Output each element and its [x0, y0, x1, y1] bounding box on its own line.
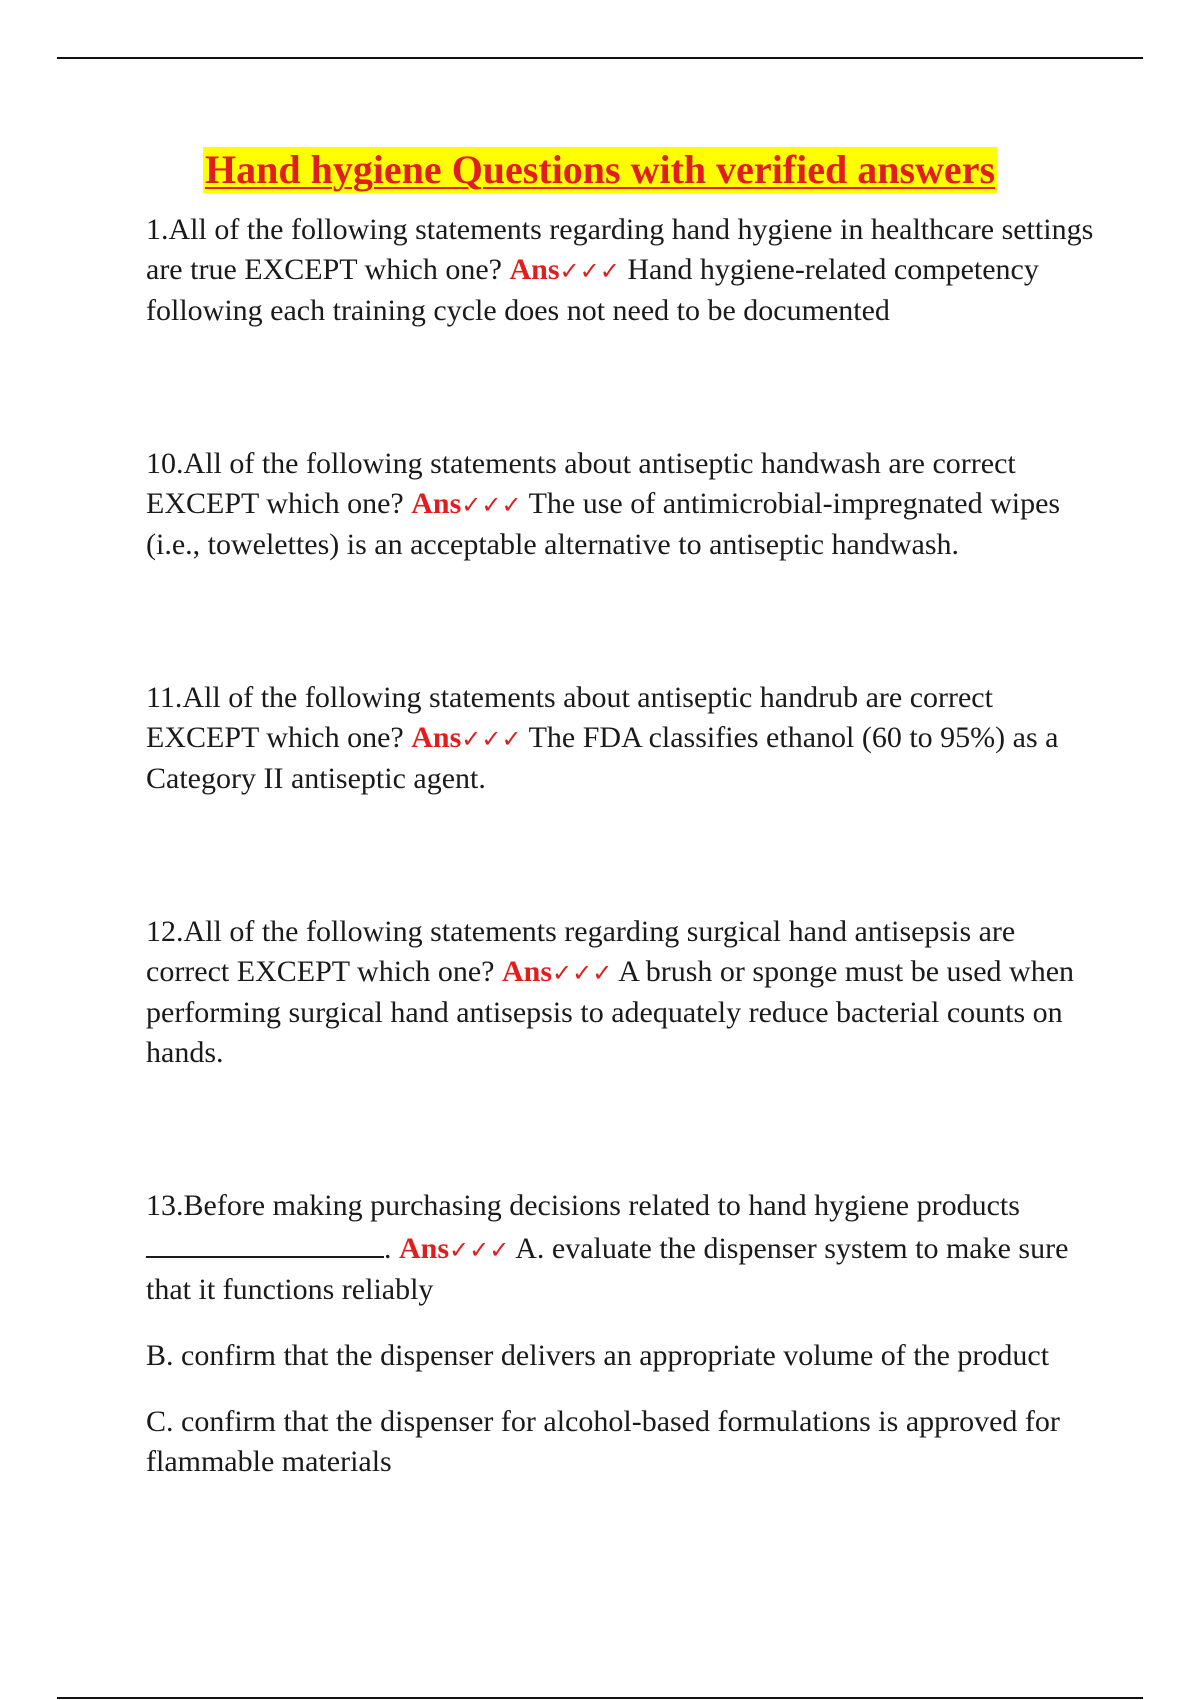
question-item [146, 678, 1096, 799]
checkmark-icon: ✓✓✓ [552, 959, 613, 987]
checkmark-icon: ✓✓✓ [559, 257, 620, 285]
question-list [146, 210, 1096, 1482]
answer-text: The use of antimicrobial-impregnated wipes (i.e., towelettes) is an acceptable alternative to antiseptic handwash. [146, 487, 1061, 561]
question-item [146, 912, 1096, 1073]
answer-option: B. confirm that the dispenser delivers an appropriate volume of the product [146, 1339, 1050, 1372]
answer-text: Hand hygiene-related competency following each training cycle does not need to be documented [146, 253, 1039, 327]
document-title: Hand hygiene Questions with verified answers [204, 147, 996, 192]
checkmark-icon: ✓✓✓ [449, 1236, 510, 1264]
question-item [146, 210, 1096, 331]
checkmark-icon: ✓✓✓ [461, 491, 522, 519]
blank-suffix: . [384, 1232, 392, 1265]
question-text: 11.All of the following statements about antiseptic handrub are correct EXCEPT which one? [146, 681, 993, 754]
checkmark-icon: ✓✓✓ [461, 725, 522, 753]
answer-label: Ans [399, 1232, 450, 1265]
question-text: 13.Before making purchasing decisions related to hand hygiene products [146, 1189, 1020, 1222]
question-text: 10.All of the following statements about antiseptic handwash are correct EXCEPT which one? [146, 447, 1016, 520]
answer-label: Ans [502, 955, 553, 988]
bottom-rule [57, 1697, 1143, 1699]
answer-text: A. evaluate the dispenser system to make sure that it functions reliably [146, 1232, 1069, 1306]
answer-text: The FDA classifies ethanol (60 to 95%) as a Category II antiseptic agent. [146, 721, 1059, 795]
answer-label: Ans [509, 253, 560, 286]
question-text: 12.All of the following statements regarding surgical hand antisepsis are correct EXCEPT which one? [146, 915, 1016, 988]
answer-blank [146, 1226, 384, 1258]
top-rule [57, 57, 1143, 59]
title-container [0, 147, 1200, 193]
question-item [146, 1186, 1096, 1310]
answer-text: A brush or sponge must be used when performing surgical hand antisepsis to adequately reduce bacterial counts on hands. [146, 955, 1075, 1069]
answer-label: Ans [411, 721, 462, 754]
answer-label: Ans [411, 487, 462, 520]
question-text: 1.All of the following statements regarding hand hygiene in healthcare settings are true EXCEPT which one? [146, 213, 1094, 286]
question-item [146, 444, 1096, 565]
answer-option: C. confirm that the dispenser for alcohol-based formulations is approved for flammable materials [146, 1405, 1060, 1478]
